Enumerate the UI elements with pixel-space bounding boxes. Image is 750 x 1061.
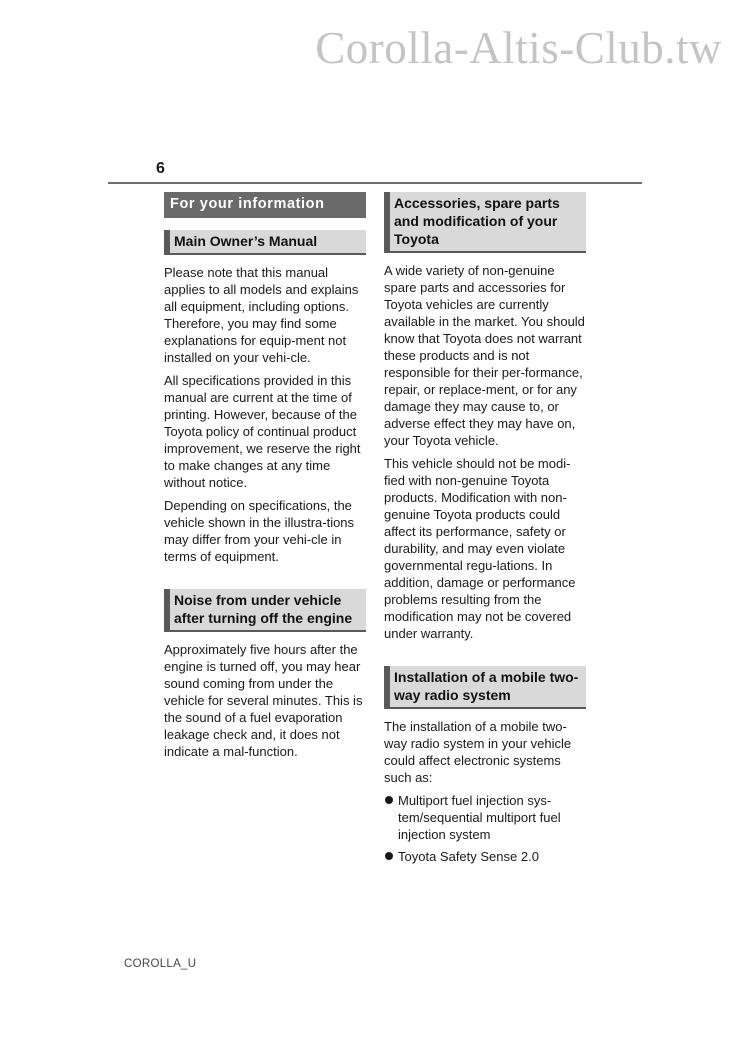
page-number: 6 xyxy=(156,160,165,177)
footer-code: COROLLA_U xyxy=(124,958,197,970)
watermark: Corolla-Altis-Club.tw xyxy=(315,23,722,73)
left-column xyxy=(164,192,366,766)
section-title-noise-from-under-vehicle: Noise from under vehicle after turning off the engine xyxy=(164,589,366,632)
list-item-text: Toyota Safety Sense 2.0 xyxy=(398,849,539,864)
paragraph: Depending on specifications, the vehicle shown in the illustra-tions may differ from your vehi-cle in terms of equipment. xyxy=(164,498,355,564)
section-title-main-owners-manual: Main Owner’s Manual xyxy=(164,230,366,255)
chapter-header: For your information xyxy=(164,192,366,218)
bullet-icon xyxy=(385,852,393,860)
paragraph: All specifications provided in this manual are current at the time of printing. However, because of the Toyota policy of continual product improvement, we reserve the right to make changes at any time without notice. xyxy=(164,373,361,490)
bullet-list xyxy=(384,792,586,865)
bullet-icon xyxy=(385,796,393,804)
right-column xyxy=(384,192,586,870)
list-item xyxy=(384,792,586,843)
top-rule xyxy=(108,182,642,184)
section-title-mobile-radio: Installation of a mobile two-way radio system xyxy=(384,666,586,709)
section-gap xyxy=(384,648,586,666)
list-item-text: Multiport fuel injection sys-tem/sequential multiport fuel injection system xyxy=(398,793,561,842)
paragraph: Please note that this manual applies to all models and explains all equipment, including options. Therefore, you may find some explanations for equip-ment not installed on your vehi-cle. xyxy=(164,265,359,365)
paragraph: The installation of a mobile two-way radio system in your vehicle could affect electronic systems such as: xyxy=(384,719,572,785)
paragraph: Approximately five hours after the engine is turned off, you may hear sound coming from under the vehicle for several minutes. This is the sound of a fuel evaporation leakage check and, it does not indicate a mal-function. xyxy=(164,642,363,759)
section-gap xyxy=(164,571,366,589)
list-item xyxy=(384,848,586,865)
paragraph: This vehicle should not be modi-fied with non-genuine Toyota products. Modification with non-genuine Toyota products could affect its performance, safety or durability, and may even violate governmental regu-lations. In addition, damage or performance problems resulting from the modification may not be covered under warranty. xyxy=(384,456,576,641)
section-title-accessories: Accessories, spare parts and modification of your Toyota xyxy=(384,192,586,253)
paragraph: A wide variety of non-genuine spare parts and accessories for Toyota vehicles are currently available in the market. You should know that Toyota does not warrant these products and is not responsible for their per-formance, repair, or replace-ment, or for any damage they may cause to, or adverse effect they may have on, your Toyota vehicle. xyxy=(384,263,585,448)
